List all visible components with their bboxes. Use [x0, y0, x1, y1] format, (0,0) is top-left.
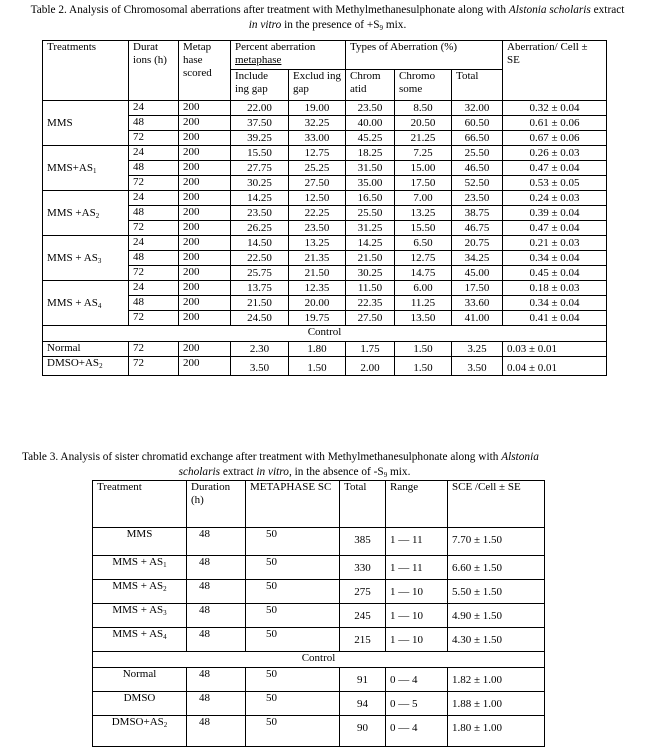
- chromatid-cell: 16.50: [346, 191, 395, 206]
- chromatid-cell: 40.00: [346, 116, 395, 131]
- sister-chromatid-exchange-table: [92, 480, 545, 747]
- table3-body: [93, 528, 545, 747]
- duration-cell: 72: [129, 176, 179, 191]
- including-gap-cell: 27.75: [231, 161, 289, 176]
- table-row: [43, 236, 607, 251]
- aberration-per-cell: 0.03 ± 0.01: [503, 342, 607, 357]
- scored-cell: 200: [179, 176, 231, 191]
- treatment-name: MMS + $AS_1$: [93, 556, 187, 580]
- including-gap-cell: 13.75: [231, 281, 289, 296]
- duration-cell: 48: [187, 528, 246, 556]
- table3-caption: [22, 450, 567, 480]
- total-cell: 3.25: [452, 342, 503, 357]
- duration-cell: 24: [129, 236, 179, 251]
- scored-cell: 200: [179, 131, 231, 146]
- aberration-per-cell: 0.53 ± 0.05: [503, 176, 607, 191]
- duration-cell: 48: [187, 692, 246, 716]
- duration-cell: 48: [187, 604, 246, 628]
- range-cell: 1 — 11: [386, 556, 448, 580]
- table-row: [93, 604, 545, 628]
- excluding-gap-cell: 23.50: [289, 221, 346, 236]
- table3-caption-line2: scholaris extract in vitro, in the absence of $-S_9$ mix.: [178, 466, 411, 479]
- treatment-name: $DMSO+AS_2$: [93, 716, 187, 747]
- chromosome-cell: 21.25: [395, 131, 452, 146]
- total-cell: 23.50: [452, 191, 503, 206]
- including-gap-cell: 14.25: [231, 191, 289, 206]
- header-durations: Durat ions (h): [129, 41, 179, 101]
- including-gap-cell: 3.50: [231, 357, 289, 376]
- including-gap-cell: 30.25: [231, 176, 289, 191]
- table3-caption-line1: Table 3. Analysis of sister chromatid exchange after treatment with Methylmethanesulphonate along with Alstonia: [22, 451, 539, 463]
- sce-cell-cell: 4.30 ± 1.50: [448, 628, 545, 652]
- control-row: [43, 326, 607, 342]
- table-row: [43, 342, 607, 357]
- control-label: Control: [43, 326, 607, 342]
- chromatid-cell: 31.50: [346, 161, 395, 176]
- metaphase-cell: 50: [246, 692, 340, 716]
- including-gap-cell: 39.25: [231, 131, 289, 146]
- scored-cell: 200: [179, 161, 231, 176]
- chromosomal-aberrations-table: [42, 40, 607, 376]
- table2-header: [43, 41, 607, 101]
- chromatid-cell: 14.25: [346, 236, 395, 251]
- duration-cell: 48: [187, 556, 246, 580]
- chromosome-cell: 8.50: [395, 101, 452, 116]
- total-cell: 46.75: [452, 221, 503, 236]
- total-cell: 91: [340, 668, 386, 692]
- header-treatments: Treatments: [43, 41, 129, 101]
- chromosome-cell: 7.00: [395, 191, 452, 206]
- including-gap-cell: 37.50: [231, 116, 289, 131]
- scored-cell: 200: [179, 251, 231, 266]
- duration-cell: 48: [129, 206, 179, 221]
- chromatid-cell: 35.00: [346, 176, 395, 191]
- excluding-gap-cell: 20.00: [289, 296, 346, 311]
- including-gap-cell: 22.00: [231, 101, 289, 116]
- total-cell: 20.75: [452, 236, 503, 251]
- excluding-gap-cell: 22.25: [289, 206, 346, 221]
- scored-cell: 200: [179, 266, 231, 281]
- scored-cell: 200: [179, 191, 231, 206]
- total-cell: 17.50: [452, 281, 503, 296]
- header-chromosome: Chromo some: [395, 70, 452, 101]
- metaphase-cell: 50: [246, 556, 340, 580]
- duration-cell: 48: [187, 580, 246, 604]
- aberration-per-cell: 0.47 ± 0.04: [503, 221, 607, 236]
- duration-cell: 72: [129, 266, 179, 281]
- table3-header: [93, 481, 545, 528]
- header-total: Total: [452, 70, 503, 101]
- sce-cell-cell: 1.80 ± 1.00: [448, 716, 545, 747]
- header-aberration-cell: Aberration/ Cell ± SE: [503, 41, 607, 101]
- duration-cell: 72: [129, 221, 179, 236]
- chromosome-cell: 7.25: [395, 146, 452, 161]
- total-cell: 33.60: [452, 296, 503, 311]
- sce-cell-cell: 7.70 ± 1.50: [448, 528, 545, 556]
- sce-cell-cell: 1.88 ± 1.00: [448, 692, 545, 716]
- total-cell: 52.50: [452, 176, 503, 191]
- treatment-name: MMS: [93, 528, 187, 556]
- duration-cell: 48: [187, 668, 246, 692]
- treatment-name: MMS + $AS_4$: [93, 628, 187, 652]
- range-cell: 1 — 11: [386, 528, 448, 556]
- header-sce-cell: SCE /Cell ± SE: [448, 481, 545, 528]
- aberration-per-cell: 0.61 ± 0.06: [503, 116, 607, 131]
- scored-cell: 200: [179, 206, 231, 221]
- total-cell: 41.00: [452, 311, 503, 326]
- chromatid-cell: 25.50: [346, 206, 395, 221]
- chromosome-cell: 1.50: [395, 357, 452, 376]
- aberration-per-cell: 0.24 ± 0.03: [503, 191, 607, 206]
- chromosome-cell: 6.50: [395, 236, 452, 251]
- aberration-per-cell: 0.32 ± 0.04: [503, 101, 607, 116]
- chromatid-cell: 27.50: [346, 311, 395, 326]
- range-cell: 1 — 10: [386, 580, 448, 604]
- duration-cell: 24: [129, 101, 179, 116]
- chromosome-cell: 17.50: [395, 176, 452, 191]
- aberration-per-cell: 0.18 ± 0.03: [503, 281, 607, 296]
- excluding-gap-cell: 21.50: [289, 266, 346, 281]
- header-chromatid: Chrom atid: [346, 70, 395, 101]
- chromosome-cell: 20.50: [395, 116, 452, 131]
- header-total: Total: [340, 481, 386, 528]
- treatment-name: $MMS+AS_1$: [43, 146, 129, 191]
- scored-cell: 200: [179, 116, 231, 131]
- metaphase-cell: 50: [246, 668, 340, 692]
- scored-cell: 200: [179, 357, 231, 376]
- total-cell: 34.25: [452, 251, 503, 266]
- excluding-gap-cell: 13.25: [289, 236, 346, 251]
- total-cell: 66.50: [452, 131, 503, 146]
- chromosome-cell: 11.25: [395, 296, 452, 311]
- header-types-of-aberration: Types of Aberration (%): [346, 41, 503, 70]
- chromosome-cell: 6.00: [395, 281, 452, 296]
- excluding-gap-cell: 21.35: [289, 251, 346, 266]
- excluding-gap-cell: 1.80: [289, 342, 346, 357]
- header-including-gap: Include ing gap: [231, 70, 289, 101]
- aberration-per-cell: 0.39 ± 0.04: [503, 206, 607, 221]
- sce-cell-cell: 1.82 ± 1.00: [448, 668, 545, 692]
- treatment-name: MMS + $AS_4$: [43, 281, 129, 326]
- table-row: [93, 628, 545, 652]
- chromatid-cell: 21.50: [346, 251, 395, 266]
- aberration-per-cell: 0.26 ± 0.03: [503, 146, 607, 161]
- including-gap-cell: 21.50: [231, 296, 289, 311]
- including-gap-cell: 24.50: [231, 311, 289, 326]
- aberration-per-cell: 0.41 ± 0.04: [503, 311, 607, 326]
- total-cell: 46.50: [452, 161, 503, 176]
- chromosome-cell: 1.50: [395, 342, 452, 357]
- duration-cell: 24: [129, 146, 179, 161]
- metaphase-cell: 50: [246, 716, 340, 747]
- metaphase-cell: 50: [246, 528, 340, 556]
- scored-cell: 200: [179, 311, 231, 326]
- duration-cell: 24: [129, 281, 179, 296]
- duration-cell: 48: [187, 716, 246, 747]
- total-cell: 3.50: [452, 357, 503, 376]
- scored-cell: 200: [179, 296, 231, 311]
- scored-cell: 200: [179, 281, 231, 296]
- excluding-gap-cell: 12.35: [289, 281, 346, 296]
- range-cell: 1 — 10: [386, 628, 448, 652]
- table-row: [93, 716, 545, 747]
- treatment-name: DMSO: [93, 692, 187, 716]
- table-row: [93, 692, 545, 716]
- aberration-per-cell: 0.45 ± 0.04: [503, 266, 607, 281]
- table2-caption: [0, 3, 655, 33]
- scored-cell: 200: [179, 342, 231, 357]
- table2-caption-line1: Table 2. Analysis of Chromosomal aberrations after treatment with Methylmethanesulphonate along with Alstonia scholaris extract: [30, 4, 625, 16]
- chromosome-cell: 15.00: [395, 161, 452, 176]
- total-cell: 60.50: [452, 116, 503, 131]
- metaphase-cell: 50: [246, 604, 340, 628]
- chromosome-cell: 14.75: [395, 266, 452, 281]
- including-gap-cell: 22.50: [231, 251, 289, 266]
- table-row: [93, 580, 545, 604]
- duration-cell: 72: [129, 342, 179, 357]
- header-metaphase-scored: Metap hase scored: [179, 41, 231, 101]
- header-range: Range: [386, 481, 448, 528]
- sce-cell-cell: 6.60 ± 1.50: [448, 556, 545, 580]
- duration-cell: 48: [129, 251, 179, 266]
- chromatid-cell: 11.50: [346, 281, 395, 296]
- total-cell: 25.50: [452, 146, 503, 161]
- range-cell: 0 — 5: [386, 692, 448, 716]
- total-cell: 38.75: [452, 206, 503, 221]
- table-row: [43, 146, 607, 161]
- aberration-per-cell: 0.34 ± 0.04: [503, 251, 607, 266]
- chromatid-cell: 2.00: [346, 357, 395, 376]
- treatment-name: $DMSO+AS_2$: [43, 357, 129, 376]
- excluding-gap-cell: 1.50: [289, 357, 346, 376]
- range-cell: 1 — 10: [386, 604, 448, 628]
- table-row: [43, 101, 607, 116]
- range-cell: 0 — 4: [386, 716, 448, 747]
- table-row: [43, 357, 607, 376]
- total-cell: 94: [340, 692, 386, 716]
- aberration-per-cell: 0.47 ± 0.04: [503, 161, 607, 176]
- chromatid-cell: 18.25: [346, 146, 395, 161]
- total-cell: 32.00: [452, 101, 503, 116]
- control-label: Control: [93, 652, 545, 668]
- table-row: [93, 668, 545, 692]
- total-cell: 245: [340, 604, 386, 628]
- table2-body: [43, 101, 607, 376]
- aberration-per-cell: 0.21 ± 0.03: [503, 236, 607, 251]
- header-duration: Duration (h): [187, 481, 246, 528]
- duration-cell: 48: [129, 116, 179, 131]
- chromatid-cell: 45.25: [346, 131, 395, 146]
- total-cell: 215: [340, 628, 386, 652]
- metaphase-cell: 50: [246, 580, 340, 604]
- duration-cell: 48: [129, 161, 179, 176]
- table-row: [43, 281, 607, 296]
- excluding-gap-cell: 27.50: [289, 176, 346, 191]
- table2-caption-line2: in vitro in the presence of $+S_9$ mix.: [248, 19, 407, 32]
- excluding-gap-cell: 32.25: [289, 116, 346, 131]
- excluding-gap-cell: 25.25: [289, 161, 346, 176]
- duration-cell: 72: [129, 357, 179, 376]
- header-percent-aberration: Percent aberration metaphase: [231, 41, 346, 70]
- treatment-name: MMS + $AS_3$: [93, 604, 187, 628]
- sce-cell-cell: 5.50 ± 1.50: [448, 580, 545, 604]
- chromosome-cell: 13.25: [395, 206, 452, 221]
- including-gap-cell: 14.50: [231, 236, 289, 251]
- duration-cell: 72: [129, 131, 179, 146]
- scored-cell: 200: [179, 101, 231, 116]
- including-gap-cell: 23.50: [231, 206, 289, 221]
- total-cell: 385: [340, 528, 386, 556]
- chromatid-cell: 30.25: [346, 266, 395, 281]
- chromatid-cell: 1.75: [346, 342, 395, 357]
- total-cell: 330: [340, 556, 386, 580]
- duration-cell: 72: [129, 311, 179, 326]
- header-treatment: Treatment: [93, 481, 187, 528]
- chromosome-cell: 13.50: [395, 311, 452, 326]
- including-gap-cell: 26.25: [231, 221, 289, 236]
- chromosome-cell: 15.50: [395, 221, 452, 236]
- total-cell: 275: [340, 580, 386, 604]
- table-row: [93, 528, 545, 556]
- aberration-per-cell: 0.67 ± 0.06: [503, 131, 607, 146]
- excluding-gap-cell: 12.75: [289, 146, 346, 161]
- total-cell: 45.00: [452, 266, 503, 281]
- header-excluding-gap: Exclud ing gap: [289, 70, 346, 101]
- aberration-per-cell: 0.04 ± 0.01: [503, 357, 607, 376]
- treatment-name: Normal: [93, 668, 187, 692]
- table-row: [93, 556, 545, 580]
- treatment-name: MMS + $AS_3$: [43, 236, 129, 281]
- scored-cell: 200: [179, 236, 231, 251]
- duration-cell: 48: [187, 628, 246, 652]
- treatment-name: MMS + $AS_2$: [93, 580, 187, 604]
- scored-cell: 200: [179, 146, 231, 161]
- total-cell: 90: [340, 716, 386, 747]
- excluding-gap-cell: 12.50: [289, 191, 346, 206]
- header-metaphase: METAPHASE SC: [246, 481, 340, 528]
- chromosome-cell: 12.75: [395, 251, 452, 266]
- range-cell: 0 — 4: [386, 668, 448, 692]
- duration-cell: 48: [129, 296, 179, 311]
- chromatid-cell: 23.50: [346, 101, 395, 116]
- treatment-name: Normal: [43, 342, 129, 357]
- including-gap-cell: 25.75: [231, 266, 289, 281]
- control-row: [93, 652, 545, 668]
- excluding-gap-cell: 33.00: [289, 131, 346, 146]
- sce-cell-cell: 4.90 ± 1.50: [448, 604, 545, 628]
- duration-cell: 24: [129, 191, 179, 206]
- aberration-per-cell: 0.34 ± 0.04: [503, 296, 607, 311]
- treatment-name: MMS: [43, 101, 129, 146]
- table-row: [43, 191, 607, 206]
- excluding-gap-cell: 19.75: [289, 311, 346, 326]
- excluding-gap-cell: 19.00: [289, 101, 346, 116]
- chromatid-cell: 31.25: [346, 221, 395, 236]
- metaphase-cell: 50: [246, 628, 340, 652]
- chromatid-cell: 22.35: [346, 296, 395, 311]
- scored-cell: 200: [179, 221, 231, 236]
- including-gap-cell: 15.50: [231, 146, 289, 161]
- including-gap-cell: 2.30: [231, 342, 289, 357]
- treatment-name: MMS $+AS_2$: [43, 191, 129, 236]
